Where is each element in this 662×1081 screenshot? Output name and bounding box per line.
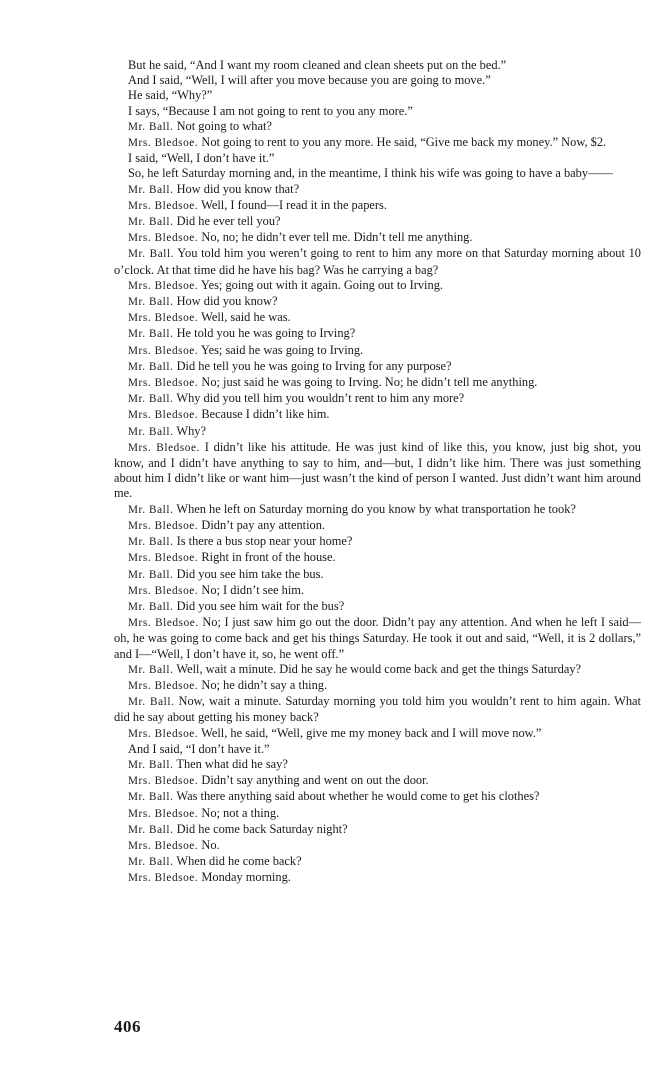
- paragraph-text: He said, “Why?”: [128, 88, 213, 103]
- paragraph-text: Not going to what?: [176, 118, 272, 133]
- transcript-paragraph: [114, 599, 641, 615]
- transcript-paragraph: [114, 294, 641, 310]
- speaker-name: Mrs. Bledsoe.: [128, 584, 199, 597]
- transcript-paragraph: [114, 88, 641, 103]
- paragraph-text: No; he didn’t say a thing.: [201, 677, 328, 692]
- speaker-name: Mrs. Bledsoe.: [128, 377, 199, 390]
- transcript-paragraph: [114, 424, 641, 440]
- paragraph-text: No; I didn’t see him.: [201, 582, 305, 597]
- transcript-paragraph: [114, 326, 641, 342]
- paragraph-text: Did you see him take the bus.: [176, 566, 324, 581]
- transcript-paragraph: [114, 407, 641, 423]
- speaker-name: Mr. Ball.: [128, 823, 174, 836]
- paragraph-text: Didn’t pay any attention.: [201, 517, 326, 532]
- paragraph-text: I says, “Because I am not going to rent to you any more.”: [128, 103, 413, 118]
- transcript-paragraph: [114, 375, 641, 391]
- speaker-name: Mrs. Bledsoe.: [128, 807, 199, 820]
- paragraph-text: Did he come back Saturday night?: [176, 821, 348, 836]
- speaker-name: Mrs. Bledsoe.: [128, 312, 199, 325]
- paragraph-text: Did he tell you he was going to Irving for any purpose?: [176, 358, 452, 373]
- transcript-paragraph: [114, 854, 641, 870]
- paragraph-text: I said, “Well, I don’t have it.”: [128, 151, 275, 166]
- speaker-name: Mrs. Bledsoe.: [128, 279, 199, 292]
- paragraph-text: I didn’t like his attitude. He was just kind of like this, you know, just big shot, you know, and I didn’t have anything to say to him, and—but, I didn’t like him. There was just something about him I didn’t like or want him—just wasn’t the kind of person I wanted. Just didn’t want him around me.: [114, 439, 641, 501]
- paragraph-text: Then what did he say?: [176, 756, 288, 771]
- speaker-name: Mrs. Bledsoe.: [128, 679, 199, 692]
- paragraph-text: Monday morning.: [201, 870, 291, 885]
- paragraph-text: You told him you weren’t going to rent to him any more on that Saturday morning about 10 o’clock. At that time did he have his bag? Was he carrying a bag?: [114, 246, 641, 277]
- transcript-paragraph: [114, 789, 641, 805]
- speaker-name: Mr. Ball.: [128, 536, 174, 549]
- paragraph-text: And I said, “Well, I will after you move because you are going to move.”: [128, 73, 491, 88]
- paragraph-text: No; not a thing.: [201, 805, 280, 820]
- speaker-name: Mr. Ball.: [128, 296, 174, 309]
- paragraph-text: But he said, “And I want my room cleaned and clean sheets put on the bed.”: [128, 58, 507, 72]
- speaker-name: Mrs. Bledsoe.: [128, 839, 199, 852]
- paragraph-text: Why?: [176, 423, 206, 438]
- transcript-paragraph: [114, 806, 641, 822]
- transcript-paragraph: [114, 694, 641, 725]
- speaker-name: Mrs. Bledsoe.: [128, 232, 199, 245]
- paragraph-text: Why did you tell him you wouldn’t rent to him any more?: [176, 391, 465, 406]
- speaker-name: Mr. Ball.: [128, 568, 174, 581]
- paragraph-text: Well, wait a minute. Did he say he would come back and get the things Saturday?: [176, 661, 582, 676]
- paragraph-text: When did he come back?: [176, 854, 302, 869]
- transcript-paragraph: [114, 678, 641, 694]
- paragraph-text: Well, I found—I read it in the papers.: [201, 197, 387, 212]
- paragraph-text: Yes; going out with it again. Going out to Irving.: [200, 277, 443, 292]
- transcript-paragraph: [114, 662, 641, 678]
- transcript-paragraph: [114, 230, 641, 246]
- speaker-name: Mrs. Bledsoe.: [128, 552, 199, 565]
- transcript-paragraph: [114, 119, 641, 135]
- speaker-name: Mr. Ball.: [128, 248, 175, 261]
- transcript-paragraph: [114, 58, 641, 73]
- transcript-paragraph: [114, 214, 641, 230]
- transcript-paragraph: [114, 359, 641, 375]
- paragraph-text: Now, wait a minute. Saturday morning you told him you wouldn’t rent to him again. What did he say about getting his money back?: [114, 694, 641, 725]
- transcript-paragraph: [114, 104, 641, 119]
- transcript-paragraph: [114, 550, 641, 566]
- transcript-paragraph: [114, 182, 641, 198]
- speaker-name: Mrs. Bledsoe.: [128, 344, 199, 357]
- transcript-paragraph: [114, 583, 641, 599]
- transcript-paragraph: [114, 278, 641, 294]
- speaker-name: Mr. Ball.: [128, 120, 174, 133]
- transcript-paragraph: [114, 822, 641, 838]
- speaker-name: Mrs. Bledsoe.: [128, 409, 199, 422]
- speaker-name: Mrs. Bledsoe.: [128, 199, 199, 212]
- transcript-paragraph: [114, 615, 641, 662]
- transcript-paragraph: [114, 757, 641, 773]
- paragraph-text: Was there anything said about whether he would come to get his clothes?: [176, 789, 540, 804]
- speaker-name: Mr. Ball.: [128, 503, 174, 516]
- speaker-name: Mr. Ball.: [128, 856, 174, 869]
- transcript-paragraph: [114, 838, 641, 854]
- paragraph-text: When he left on Saturday morning do you know by what transportation he took?: [176, 501, 576, 516]
- paragraph-text: No; I just saw him go out the door. Didn’t pay any attention. And when he left I said—oh, he was going to come back and get his things Saturday. He took it out and said, “Well, it is 2 dollars,” and I—“Well, I don’t have it, so, he went off.”: [114, 615, 641, 661]
- speaker-name: Mr. Ball.: [128, 393, 174, 406]
- transcript-paragraph: [114, 742, 641, 757]
- transcript-paragraph: [114, 246, 641, 277]
- speaker-name: Mrs. Bledsoe.: [128, 775, 199, 788]
- speaker-name: Mr. Ball.: [128, 328, 174, 341]
- speaker-name: Mr. Ball.: [128, 600, 174, 613]
- transcript-paragraph: [114, 310, 641, 326]
- transcript-paragraph: [114, 502, 641, 518]
- paragraph-text: Did he ever tell you?: [176, 214, 281, 229]
- transcript-paragraph: [114, 198, 641, 214]
- speaker-name: Mr. Ball.: [128, 425, 174, 438]
- transcript-paragraph: [114, 870, 641, 886]
- paragraph-text: Didn’t say anything and went on out the door.: [201, 773, 429, 788]
- paragraph-text: Not going to rent to you any more. He said, “Give me back my money.” Now, $2.: [201, 135, 607, 150]
- speaker-name: Mrs. Bledsoe.: [128, 872, 199, 885]
- paragraph-text: How did you know?: [176, 294, 278, 309]
- speaker-name: Mrs. Bledsoe.: [128, 617, 199, 630]
- transcript-paragraph: [114, 151, 641, 166]
- speaker-name: Mrs. Bledsoe.: [128, 137, 199, 150]
- speaker-name: Mr. Ball.: [128, 791, 174, 804]
- transcript-paragraph: [114, 773, 641, 789]
- paragraph-text: He told you he was going to Irving?: [176, 326, 356, 341]
- transcript-paragraph: [114, 726, 641, 742]
- paragraph-text: Did you see him wait for the bus?: [176, 598, 345, 613]
- paragraph-text: Because I didn’t like him.: [201, 407, 330, 422]
- paragraph-text: Well, said he was.: [201, 310, 291, 325]
- transcript-paragraph: [114, 166, 641, 181]
- speaker-name: Mr. Ball.: [128, 758, 174, 771]
- paragraph-text: No; just said he was going to Irving. No; he didn’t tell me anything.: [201, 375, 538, 390]
- speaker-name: Mrs. Bledsoe.: [128, 519, 199, 532]
- speaker-name: Mr. Ball.: [128, 663, 174, 676]
- speaker-name: Mr. Ball.: [128, 696, 175, 709]
- paragraph-text: Is there a bus stop near your home?: [176, 534, 353, 549]
- paragraph-text: Yes; said he was going to Irving.: [200, 342, 364, 357]
- paragraph-text: Well, he said, “Well, give me my money back and I will move now.”: [201, 725, 542, 740]
- paragraph-text: Right in front of the house.: [201, 550, 336, 565]
- transcript-paragraph: [114, 135, 641, 151]
- speaker-name: Mr. Ball.: [128, 183, 174, 196]
- speaker-name: Mr. Ball.: [128, 216, 174, 229]
- transcript-body: [114, 58, 641, 887]
- transcript-paragraph: [114, 518, 641, 534]
- paragraph-text: No.: [201, 837, 220, 852]
- paragraph-text: How did you know that?: [176, 181, 300, 196]
- paragraph-text: And I said, “I don’t have it.”: [128, 741, 270, 756]
- transcript-paragraph: [114, 391, 641, 407]
- transcript-paragraph: [114, 440, 641, 502]
- speaker-name: Mr. Ball.: [128, 360, 174, 373]
- paragraph-text: No, no; he didn’t ever tell me. Didn’t tell me anything.: [201, 230, 473, 245]
- transcript-paragraph: [114, 73, 641, 88]
- speaker-name: Mrs. Bledsoe.: [128, 441, 200, 454]
- paragraph-text: So, he left Saturday morning and, in the meantime, I think his wife was going to have a baby——: [128, 166, 613, 181]
- page-number: 406: [114, 1017, 141, 1036]
- speaker-name: Mrs. Bledsoe.: [128, 727, 199, 740]
- transcript-paragraph: [114, 567, 641, 583]
- transcript-paragraph: [114, 534, 641, 550]
- transcript-paragraph: [114, 343, 641, 359]
